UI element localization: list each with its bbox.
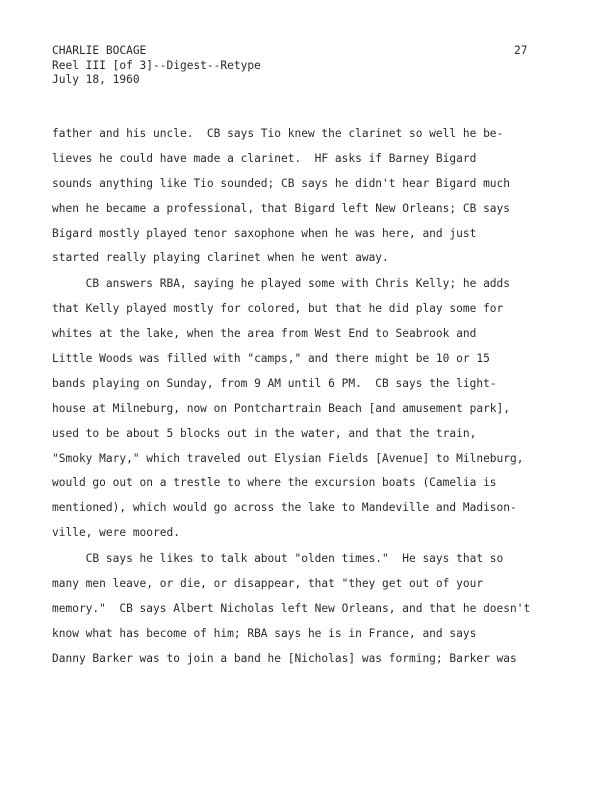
text-line: CB answers RBA, saying he played some with Chris Kelly; he adds <box>52 277 511 291</box>
text-line: "Smoky Mary," which traveled out Elysian Fields [Avenue] to Milneburg, <box>52 451 524 465</box>
text-line: Bigard mostly played tenor saxophone when he was here, and just <box>52 226 477 240</box>
text-line: CB says he likes to talk about "olden times." He says that so <box>52 552 504 566</box>
document-header <box>52 44 261 88</box>
interview-date: July 18, 1960 <box>52 73 140 86</box>
text-line: lieves he could have made a clarinet. HF asks if Barney Bigard <box>52 151 477 165</box>
text-line: memory." CB says Albert Nicholas left New Orleans, and that he doesn't <box>52 601 531 615</box>
text-line: ville, were moored. <box>52 526 180 540</box>
interviewee-name: CHARLIE BOCAGE <box>52 44 147 57</box>
text-line: whites at the lake, when the area from West End to Seabrook and <box>52 327 477 341</box>
text-line: sounds anything like Tio sounded; CB says he didn't hear Bigard much <box>52 176 511 190</box>
text-line: many men leave, or die, or disappear, that "they get out of your <box>52 577 484 591</box>
text-line: know what has become of him; RBA says he is in France, and says <box>52 626 477 640</box>
text-line: started really playing clarinet when he went away. <box>52 251 389 265</box>
text-line: mentioned), which would go across the lake to Mandeville and Madison- <box>52 501 517 515</box>
transcript-body <box>52 122 572 672</box>
text-line: used to be about 5 blocks out in the water, and that the train, <box>52 426 477 440</box>
text-line: Danny Barker was to join a band he [Nicholas] was forming; Barker was <box>52 651 517 665</box>
text-line: would go out on a trestle to where the excursion boats (Camelia is <box>52 476 497 490</box>
text-line: when he became a professional, that Bigard left New Orleans; CB says <box>52 201 511 215</box>
text-line: Little Woods was filled with "camps," and there might be 10 or 15 <box>52 352 490 366</box>
reel-info: Reel III [of 3]--Digest--Retype <box>52 58 261 72</box>
page-number: 27 <box>514 44 528 57</box>
text-line: father and his uncle. CB says Tio knew the clarinet so well he be- <box>52 127 504 140</box>
text-line: bands playing on Sunday, from 9 AM until 6 PM. CB says the light- <box>52 376 497 390</box>
text-line: that Kelly played mostly for colored, but that he did play some for <box>52 302 504 316</box>
text-line: house at Milneburg, now on Pontchartrain Beach [and amusement park], <box>52 401 511 415</box>
